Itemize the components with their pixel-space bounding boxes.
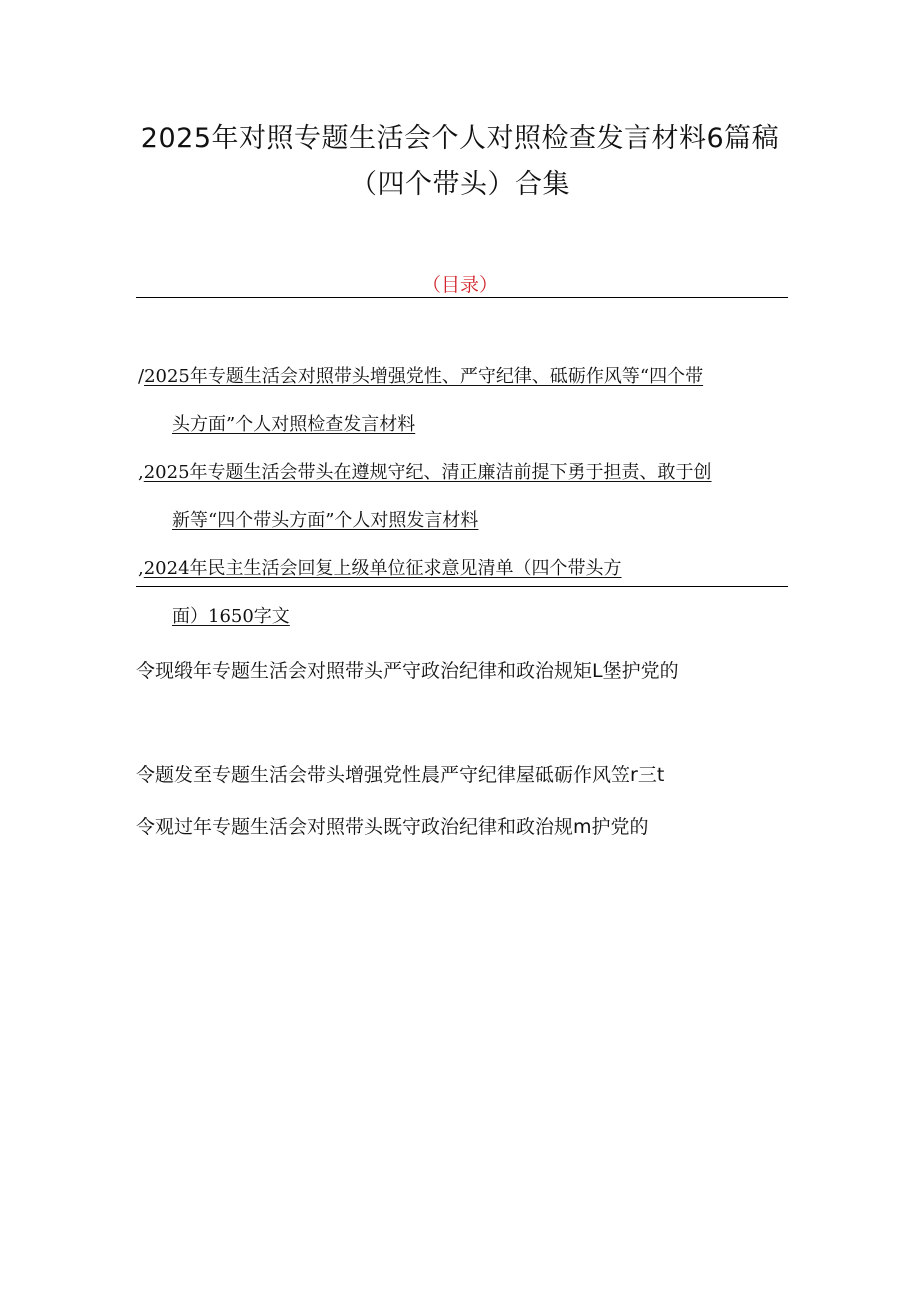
- toc-heading: （目录）: [421, 274, 498, 296]
- body-line-2: 令题发至专题生活会带头增强党性晨严守纪律屋砥砺作风笠r三t: [136, 764, 665, 786]
- document-title-line-1: 2025年对照专题生活会个人对照检查发言材料6篇稿: [140, 123, 780, 154]
- toc-entry-3-line-1[interactable]: [138, 557, 622, 581]
- toc-entry-1-line-2[interactable]: [172, 413, 415, 437]
- toc-entry-3-link[interactable]: 2024年民主生活会回复上级单位征求意见清单（四个带头方: [143, 558, 622, 579]
- toc-entry-3-link-cont[interactable]: 面）1650字文: [172, 606, 290, 627]
- body-line-1: 令现缎年专题生活会对照带头严守政治纪律和政治规矩L堡护党的: [136, 660, 679, 682]
- toc-entry-1-link-cont[interactable]: 头方面”个人对照检查发言材料: [172, 414, 416, 435]
- toc-entry-1-line-1[interactable]: [138, 365, 703, 389]
- toc-entry-2-link[interactable]: 2025年专题生活会带头在遵规守纪、清正廉洁前提下勇于担责、敢于创: [143, 462, 712, 483]
- toc-entry-3-marker: ,: [138, 558, 144, 579]
- toc-entry-2-line-1[interactable]: [138, 461, 712, 485]
- toc-entry-divider: [136, 586, 788, 587]
- toc-top-divider: [136, 297, 788, 298]
- toc-entry-1-link[interactable]: 2025年专题生活会对照带头增强党性、严守纪律、砥砺作风等“四个带: [144, 366, 704, 387]
- document-title-line-2: （四个带头）合集: [350, 169, 570, 200]
- body-line-3: 令观过年专题生活会对照带头既守政治纪律和政治规m护党的: [136, 816, 649, 838]
- toc-entry-2-link-cont[interactable]: 新等“四个带头方面”个人对照发言材料: [172, 510, 479, 531]
- toc-entry-2-marker: ,: [138, 462, 144, 483]
- toc-entry-2-line-2[interactable]: [172, 509, 478, 533]
- toc-entry-3-line-2[interactable]: [172, 605, 290, 629]
- toc-entry-1-marker: /: [138, 366, 145, 387]
